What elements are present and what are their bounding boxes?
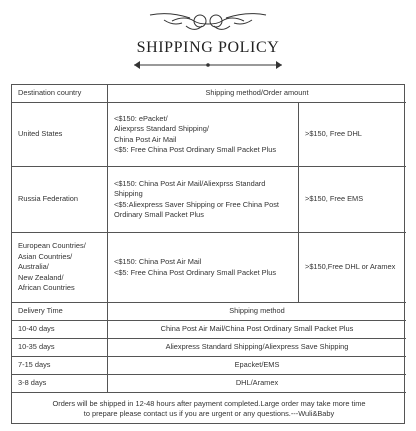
delivery-time-cell: 3-8 days [12, 375, 108, 393]
country-line: Asian Countries/ [18, 251, 73, 261]
delivery-time-cell: 7-15 days [12, 357, 108, 375]
delivery-time-cell: 10-35 days [12, 339, 108, 357]
method-line: <$5: Free China Post Ordinary Small Packet Plus [114, 267, 277, 277]
method-line: China Post Air Mail [114, 134, 177, 144]
country-cell [12, 167, 108, 233]
delivery-method-cell: DHL/Aramex [108, 375, 406, 393]
method-line: >$150,Free DHL or Aramex [305, 262, 396, 272]
header-destination: Destination country [12, 85, 108, 103]
under-amount-cell [108, 167, 299, 233]
under-amount-cell [108, 103, 299, 167]
delivery-method-cell: Epacket/EMS [108, 357, 406, 375]
method-line: <$150: ePacket/ [114, 113, 168, 123]
country-line: United States [18, 129, 63, 139]
country-cell [12, 233, 108, 303]
under-amount-cell [108, 233, 299, 303]
over-amount-cell [299, 103, 406, 167]
over-amount-cell [299, 167, 406, 233]
bottom-flourish-ornament [0, 58, 416, 72]
policy-header [0, 0, 416, 84]
method-line: <$150: China Post Air Mail/Aliexprss Standard [114, 178, 266, 188]
footer-line: to prepare please contact us if you are urgent or any questions.---Wuli&Baby [83, 409, 335, 418]
page-title: SHIPPING POLICY [136, 39, 280, 56]
method-line: <$5: Free China Post Ordinary Small Packet Plus [114, 145, 277, 154]
header-delivery-time: Delivery Time [12, 303, 108, 321]
country-cell [12, 103, 108, 167]
delivery-method-cell: China Post Air Mail/China Post Ordinary Small Packet Plus [108, 321, 406, 339]
method-line: >$150, Free EMS [305, 194, 364, 204]
delivery-method-cell: Aliexpress Standard Shipping/Aliexpress Save Shipping [108, 339, 406, 357]
delivery-time-cell: 10-40 days [12, 321, 108, 339]
country-line: Australia/ [18, 262, 49, 272]
header-shipping-method: Shipping method [108, 303, 406, 321]
method-line: <$5:Aliexpress Saver Shipping or Free China Post [114, 199, 279, 209]
footer-note [12, 393, 406, 425]
country-line: European Countries/ [18, 241, 86, 251]
over-amount-cell [299, 233, 406, 303]
header-method: Shipping method/Order amount [108, 85, 406, 103]
country-line: Russia Federation [18, 194, 78, 204]
shipping-table [11, 84, 405, 424]
top-flourish-ornament [0, 6, 416, 36]
method-line: Aliexprss Standard Shipping/ [114, 124, 209, 133]
country-line: New Zealand/ [18, 272, 64, 282]
footer-line: Orders will be shipped in 12-48 hours after payment completed.Large order may take more time [52, 398, 366, 408]
method-line: Shipping [114, 189, 143, 198]
method-line: Ordinary Small Packet Plus [114, 210, 204, 219]
country-line: African Countries [18, 283, 75, 293]
method-line: <$150: China Post Air Mail [114, 257, 202, 266]
method-line: >$150, Free DHL [305, 129, 362, 139]
